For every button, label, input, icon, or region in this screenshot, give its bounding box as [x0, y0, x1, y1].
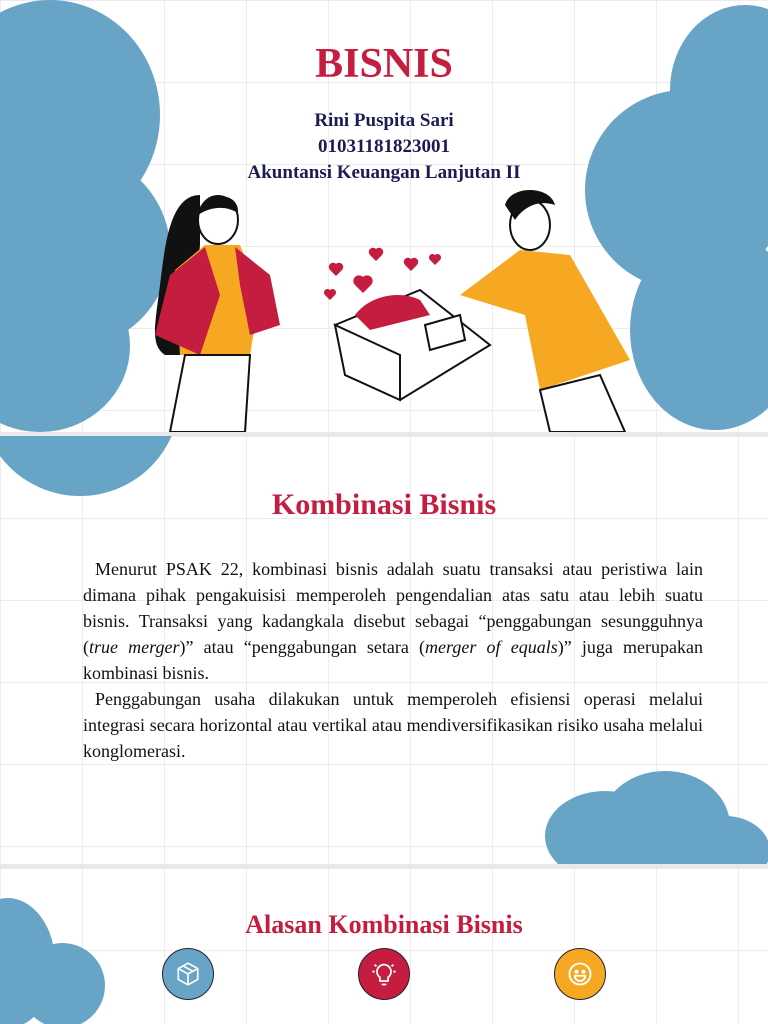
paragraph-purpose: Penggabungan usaha dilakukan untuk memperoleh efisiensi operasi melalui integrasi secara horizontal atau vertikal atau mendiversifikasikan risiko usaha melalui konglomerasi.: [83, 689, 703, 761]
section-heading: Alasan Kombinasi Bisnis: [245, 910, 523, 939]
course-name: Akuntansi Keuangan Lanjutan II: [247, 162, 521, 183]
italic-term: true merger: [89, 637, 180, 657]
body-text: [83, 556, 703, 764]
text-segment: )” atau “penggabungan setara (: [179, 637, 426, 657]
cloud-decoration: [0, 436, 180, 496]
section-heading: Kombinasi Bisnis: [271, 488, 497, 521]
italic-term: merger of equals: [425, 637, 558, 657]
student-id: 01031181823001: [318, 136, 450, 157]
paragraph-definition: [83, 556, 703, 686]
slide-kombinasi-bisnis: [0, 436, 768, 864]
slide-alasan-kombinasi: [0, 868, 768, 1024]
text-segment: )” juga merupakan kombinasi bisnis.: [83, 637, 703, 683]
slide-cover: [0, 0, 768, 432]
lightbulb-icon: [358, 948, 410, 1000]
box-icon: [162, 948, 214, 1000]
smiley-icon: [554, 948, 606, 1000]
page-title: BISNIS: [315, 41, 453, 87]
cloud-decoration: [20, 943, 105, 1024]
author-name: Rini Puspita Sari: [314, 110, 454, 131]
text-segment: Menurut PSAK 22, kombinasi bisnis adalah suatu transaksi atau peristiwa lain dimana pihak pengakuisisi memperoleh pengendalian atas satu atau lebih suatu bisnis. Transaksi yang kadangkala disebut sebagai “penggabungan sesungguhnya (: [83, 559, 703, 657]
gift-giving-illustration: [130, 185, 650, 432]
